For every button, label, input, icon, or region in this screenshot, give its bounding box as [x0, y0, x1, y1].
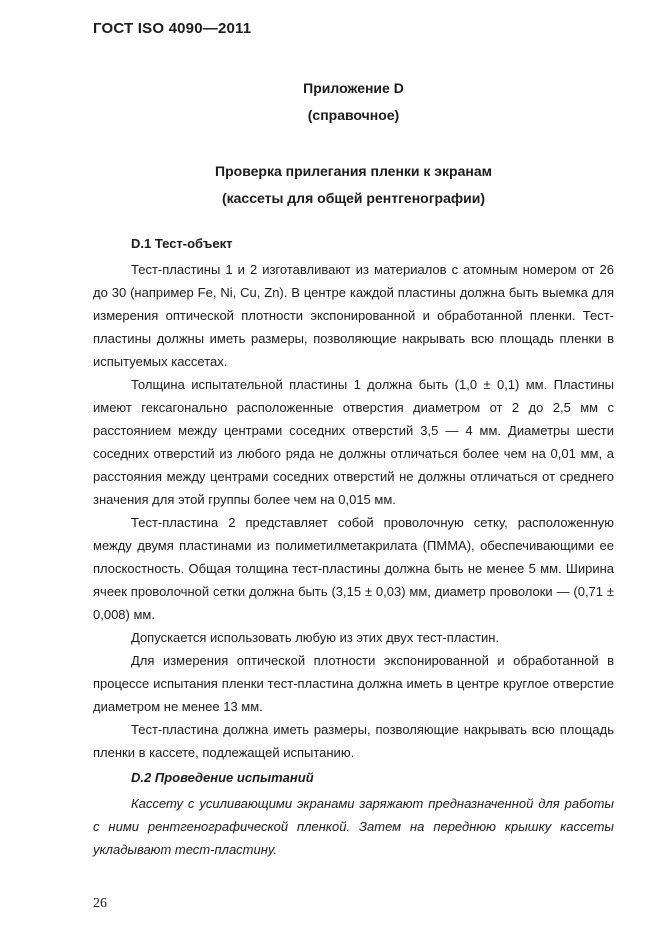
standard-header: ГОСТ ISO 4090—2011	[93, 20, 252, 37]
paragraph: Кассету с усиливающими экранами заряжают предназначенной для работы с ними рентгенографической пленкой. Затем на переднюю крышку кассеты укладывают тест-пластину.	[93, 796, 614, 857]
paragraph: Допускается использовать любую из этих двух тест-пластин.	[131, 630, 500, 645]
page-number: 26	[93, 896, 107, 911]
paragraph: Толщина испытательной пластины 1 должна быть (1,0 ± 0,1) мм. Пластины имеют гексагонально расположенные отверстия диаметром от 2 до 2,5 мм с расстоянием между центрами соседних отверстий 3,5 — 4 мм. Диаметры шести соседних отверстий из любого ряда не должны отличаться более чем на 0,01 мм, а расстояния между центрами соседних отверстий не должны отличаться от среднего значения для этой группы более чем на 0,015 мм.	[93, 377, 614, 507]
main-title-line-2: (кассеты для общей рентгенографии)	[221, 190, 486, 206]
appendix-subtitle: (справочное)	[307, 107, 400, 123]
paragraph: Тест-пластина должна иметь размеры, позволяющие накрывать всю площадь пленки в кассете, подлежащей испытанию.	[93, 722, 614, 760]
appendix-title: Приложение D	[303, 80, 404, 96]
paragraph: Тест-пластина 2 представляет собой проволочную сетку, расположенную между двумя пластинами из полиметилметакрилата (ПММА), обеспечивающими ее плоскостность. Общая толщина тест-пластины должна быть не менее 5 мм. Ширина ячеек проволочной сетки должна быть (3,15 ± 0,03) мм, диаметр проволоки — (0,71 ± 0,008) мм.	[93, 515, 614, 622]
paragraph: Тест-пластины 1 и 2 изготавливают из материалов с атомным номером от 26 до 30 (например Fe, Ni, Cu, Zn). В центре каждой пластины должна быть выемка для измерения оптической плотности экспонированной и обработанной пленки. Тест-пластины должны иметь размеры, позволяющие накрывать всю площадь пленки в испытуемых кассетах.	[93, 262, 614, 369]
main-title	[0, 158, 661, 212]
main-title-line-1: Проверка прилегания пленки к экранам	[215, 163, 492, 179]
section-heading: D.1 Тест-объект	[131, 236, 233, 251]
body-text	[93, 232, 614, 861]
paragraph: Для измерения оптической плотности экспонированной и обработанной в процессе испытания пленки тест-пластина должна иметь в центре круглое отверстие диаметром не менее 13 мм.	[93, 653, 614, 714]
section-heading: D.2 Проведение испытаний	[131, 770, 314, 785]
